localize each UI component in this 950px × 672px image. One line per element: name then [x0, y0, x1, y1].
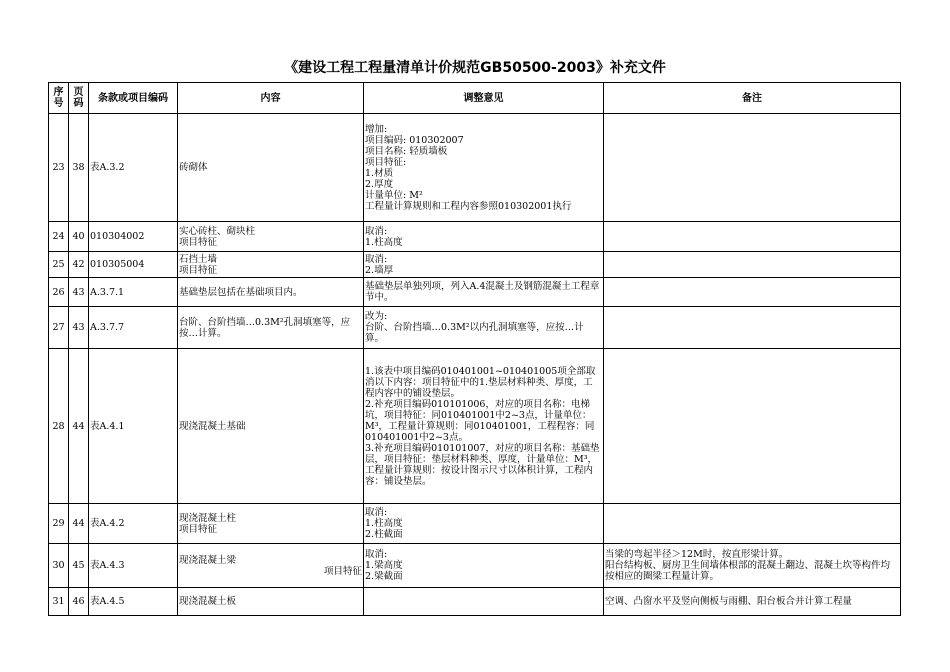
cell-content: 现浇混凝土板: [178, 588, 364, 616]
cell-code: A.3.7.1: [89, 278, 178, 307]
header-content: 内容: [178, 83, 364, 114]
cell-remark: [604, 222, 901, 252]
cell-remark: 空调、凸窗水平及竖向侧板与雨棚、阳台板合并计算工程量: [604, 588, 901, 616]
cell-remark: [604, 307, 901, 349]
cell-code: 表A.3.2: [89, 114, 178, 222]
cell-opinion: [364, 588, 604, 616]
cell-opinion: 取消: 1.柱高度: [364, 222, 604, 252]
cell-opinion: 取消: 1.梁高度 2.梁截面: [364, 544, 604, 588]
cell-opinion: 基础垫层单独列项，列入A.4混凝土及钢筋混凝土工程章节中。: [364, 278, 604, 307]
cell-page: 43: [69, 278, 89, 307]
cell-content: 基础垫层包括在基础项目内。: [178, 278, 364, 307]
cell-seq: 30: [49, 544, 69, 588]
header-remark: 备注: [604, 83, 901, 114]
cell-seq: 31: [49, 588, 69, 616]
cell-code: 表A.4.2: [89, 504, 178, 544]
cell-remark: [604, 252, 901, 278]
cell-page: 42: [69, 252, 89, 278]
table-row: [49, 307, 901, 349]
cell-seq: 29: [49, 504, 69, 544]
table-row: [49, 544, 901, 588]
cell-opinion: 改为: 台阶、台阶挡墙…0.3M²以内孔洞填塞等，应按…计算。: [364, 307, 604, 349]
cell-code: 010304002: [89, 222, 178, 252]
cell-page: 44: [69, 504, 89, 544]
document-title: 《建设工程工程量清单计价规范GB50500-2003》补充文件: [284, 60, 666, 76]
cell-code: 010305004: [89, 252, 178, 278]
cell-opinion: 增加: 项目编码: 010302007 项目名称: 轻质墙板 项目特征: 1.材质 2.厚度 计量单位: M² 工程量计算规则和工程内容参照010302001执行: [364, 114, 604, 222]
cell-code: 表A.4.1: [89, 349, 178, 504]
table-row: [49, 278, 901, 307]
cell-page: 44: [69, 349, 89, 504]
cell-content: 台阶、台阶挡墙…0.3M²孔洞填塞等，应按…计算。: [178, 307, 364, 349]
cell-opinion: 1.该表中项目编码010401001~010401005项全部取消以下内容：项目特征中的1.垫层材料种类、厚度，工程内容中的铺设垫层。 2.补充项目编码010101006，对应的项目名称：电梯坑，项目特征：同010401001中2~3点，计量单位：M³，工程量计算规则：同010401001，工程程容：同010401001中2~3点。 3.补充项目编码010101007，对应的项目名称：基础垫层，项目特征：垫层材料种类、厚度，计量单位：M³，工程量计算规则：按设计图示尺寸以体积计算，工程内容：铺设垫层。: [364, 349, 604, 504]
cell-content: 实心砖柱、砌块柱 项目特征: [178, 222, 364, 252]
cell-content: 现浇混凝土柱 项目特征: [178, 504, 364, 544]
cell-seq: 24: [49, 222, 69, 252]
cell-seq: 28: [49, 349, 69, 504]
cell-seq: 23: [49, 114, 69, 222]
cell-opinion: 取消: 2.墙厚: [364, 252, 604, 278]
header-code: 条款或项目编码: [89, 83, 178, 114]
cell-content: 石挡土墙 项目特征: [178, 252, 364, 278]
cell-remark: 当梁的弯起半径＞12M时，按直形梁计算。 阳台结构板、厨房卫生间墙体根部的混凝土翻边、混凝土坎等构件均按相应的圈梁工程量计算。: [604, 544, 901, 588]
supplement-table: [48, 82, 901, 616]
table-header-row: [49, 83, 901, 114]
table-row: [49, 504, 901, 544]
cell-page: 46: [69, 588, 89, 616]
cell-remark: [604, 349, 901, 504]
table-row: [49, 349, 901, 504]
cell-code: A.3.7.7: [89, 307, 178, 349]
cell-code: 表A.4.3: [89, 544, 178, 588]
header-opinion: 调整意见: [364, 83, 604, 114]
cell-remark: [604, 504, 901, 544]
header-page: 页码: [69, 83, 89, 114]
table-row: [49, 114, 901, 222]
cell-page: 40: [69, 222, 89, 252]
cell-page: 45: [69, 544, 89, 588]
cell-seq: 27: [49, 307, 69, 349]
table-row: [49, 252, 901, 278]
cell-seq: 25: [49, 252, 69, 278]
cell-remark: [604, 278, 901, 307]
cell-content: 现浇混凝土基础: [178, 349, 364, 504]
header-seq: 序号: [49, 83, 69, 114]
cell-seq: 26: [49, 278, 69, 307]
cell-content-sub: 项目特征: [323, 565, 362, 577]
cell-content-main: 现浇混凝土梁: [179, 554, 237, 566]
table-row: [49, 222, 901, 252]
cell-content: [178, 544, 364, 588]
cell-content: 砖砌体: [178, 114, 364, 222]
cell-page: 38: [69, 114, 89, 222]
cell-page: 43: [69, 307, 89, 349]
cell-code: 表A.4.5: [89, 588, 178, 616]
cell-opinion: 取消: 1.柱高度 2.柱截面: [364, 504, 604, 544]
table-row: [49, 588, 901, 616]
cell-remark: [604, 114, 901, 222]
